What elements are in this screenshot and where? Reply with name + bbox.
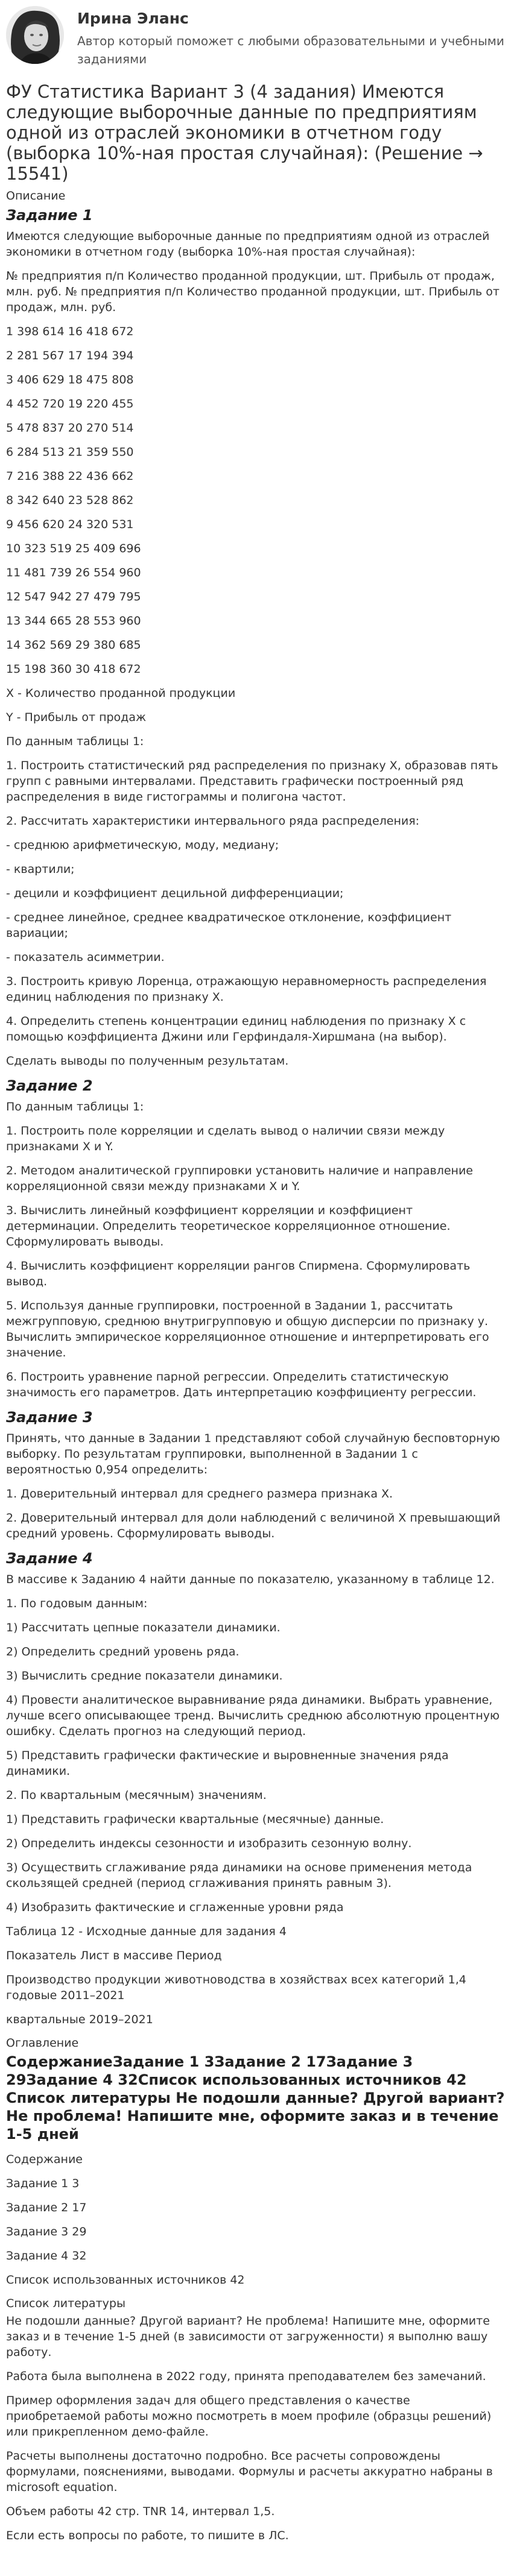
task-2-item-3: 3. Вычислить линейный коэффициент корреляции и коэффициент детерминации. Определить теоретическое корреляционное отношение. Сформулировать выводы.	[6, 1204, 451, 1249]
task-1-item-2: 2. Рассчитать характеристики интервального ряда распределения:	[6, 814, 420, 828]
task-2-heading: Задание 2	[6, 1077, 93, 1094]
data-row: 12 547 942 27 479 795	[6, 590, 141, 603]
author-name[interactable]: Ирина Эланс	[77, 10, 189, 27]
task-1-item-2d: - среднее линейное, среднее квадратическое отклонение, коэффициент вариации;	[6, 911, 452, 940]
task-3-item-2: 2. Доверительный интервал для доли наблюдений с величиной X превышающий средний уровень. Сформулировать выводы.	[6, 1511, 501, 1540]
author-card[interactable]	[0, 0, 511, 75]
table-12-row-2: квартальные 2019–2021	[6, 2013, 153, 2026]
task-2-item-1: 1. Построить поле корреляции и сделать вывод о наличии связи между признаками X и Y.	[6, 1124, 445, 1153]
task-1-heading: Задание 1	[6, 207, 93, 224]
data-row: 13 344 665 28 553 960	[6, 614, 141, 628]
task-1-conclusion: Сделать выводы по полученным результатам.	[6, 1054, 289, 1068]
contents-item: Задание 4 32	[6, 2249, 87, 2263]
data-row: 1 398 614 16 418 672	[6, 325, 134, 338]
contents-item: Задание 2 17	[6, 2201, 87, 2214]
task-1-item-1: 1. Построить статистический ряд распределения по признаку X, образовав пять групп с равными интервалами. Представить графически построенный ряд распределения в виде гистограммы и полигона частот.	[6, 759, 498, 804]
questions-note: Если есть вопросы по работе, то пишите в ЛС.	[6, 2529, 289, 2542]
task-3-item-1: 1. Доверительный интервал для среднего размера признака X.	[6, 1487, 393, 1501]
work-main	[0, 81, 511, 2576]
data-table-rows	[6, 324, 505, 677]
table-12-header: Показатель Лист в массиве Период	[6, 1949, 222, 1962]
task-1-item-2b: - квартили;	[6, 863, 75, 876]
task-3-intro: Принять, что данные в Задании 1 представляют собой случайную бесповторную выборку. По результатам группировки, выполненной в Задании 1 с вероятностью 0,954 определить:	[6, 1432, 500, 1476]
task-4-item-2a: 1) Представить графически квартальные (месячные) данные.	[6, 1813, 384, 1826]
work-title: ФУ Статистика Вариант 3 (4 задания) Имеются следующие выборочные данные по предприятиям одной из отраслей экономики в отчетном году (выборка 10%-ная простая случайная): (Решение → 15541)	[6, 81, 483, 184]
task-4-heading: Задание 4	[6, 1550, 93, 1567]
task-1-by-table: По данным таблицы 1:	[6, 735, 144, 748]
task-1-item-2c: - децили и коэффициент децильной дифференциации;	[6, 887, 344, 900]
task-2-item-2: 2. Методом аналитической группировки установить наличие и направление корреляционной связи между признаками X и Y.	[6, 1164, 473, 1193]
task-4-item-1: 1. По годовым данным:	[6, 1597, 148, 1610]
task-4-item-2: 2. По квартальным (месячным) значениям.	[6, 1789, 267, 1802]
data-row: 8 342 640 23 528 862	[6, 494, 134, 507]
data-row: 15 198 360 30 418 672	[6, 663, 141, 676]
task-2-item-5: 5. Используя данные группировки, построенной в Задании 1, рассчитать межгрупповую, среднюю внутригрупповую и общую дисперсии по признаку у. Вычислить эмпирическое корреляционное отношение и интерпретировать его значение.	[6, 1299, 489, 1359]
volume-note: Объем работы 42 стр. TNR 14, интервал 1,5.	[6, 2505, 275, 2518]
toc-summary: СодержаниеЗадание 1 3Задание 2 17Задание 3 29Задание 4 32Список использованных источников 42 Список литературы Не подошли данные? Другой вариант? Не проблема! Напишите мне, оформите заказ и в течение 1-5 дней	[6, 2053, 505, 2143]
task-4-item-2c: 3) Осуществить сглаживание ряда динамики на основе применения метода скользящей средней (период сглаживания принять равным 3).	[6, 1861, 472, 1890]
task-4-intro: В массиве к Заданию 4 найти данные по показателю, указанному в таблице 12.	[6, 1573, 495, 1586]
task-4-item-2d: 4) Изобразить фактические и сглаженные уровни ряда	[6, 1901, 344, 1914]
literature-text: Не подошли данные? Другой вариант? Не проблема! Напишите мне, оформите заказ и в течение 1-5 дней (в зависимости от загруженности) я выполню вашу работу.	[6, 2314, 490, 2359]
avatar[interactable]	[6, 6, 64, 64]
task-4-item-1a: 1) Рассчитать цепные показатели динамики.	[6, 1621, 281, 1634]
task-2-item-6: 6. Построить уравнение парной регрессии. Определить статистическую значимость его параметров. Дать интерпретацию коэффициенту регрессии.	[6, 1370, 477, 1399]
task-4-item-1c: 3) Вычислить средние показатели динамики.	[6, 1669, 283, 1683]
data-row: 9 456 620 24 320 531	[6, 518, 134, 531]
task-1-intro: Имеются следующие выборочные данные по предприятиям одной из отраслей экономики в отчетном году (выборка 10%-ная простая случайная):	[6, 230, 490, 259]
task-2-item-4: 4. Вычислить коэффициент корреляции рангов Спирмена. Сформулировать вывод.	[6, 1259, 471, 1288]
example-note: Пример оформления задач для общего представления о качестве приобретаемой работы можно посмотреть в моем профиле (образцы решений) или прикрепленном демо-файле.	[6, 2394, 492, 2439]
data-row: 3 406 629 18 475 808	[6, 373, 134, 386]
table-12-caption: Таблица 12 - Исходные данные для задания 4	[6, 1925, 287, 1938]
data-row: 2 281 567 17 194 394	[6, 349, 134, 362]
data-row: 5 478 837 20 270 514	[6, 421, 134, 435]
task-4-item-1e: 5) Представить графически фактические и выровненные значения ряда динамики.	[6, 1749, 449, 1778]
contents-label: Содержание	[6, 2153, 83, 2166]
data-row: 11 481 739 26 554 960	[6, 566, 141, 579]
legend-x: X - Количество проданной продукции	[6, 687, 236, 700]
avatar-image	[6, 6, 64, 64]
literature-label: Список литературы	[6, 2297, 125, 2310]
completion-note: Работа была выполнена в 2022 году, принята преподавателем без замечаний.	[6, 2370, 486, 2383]
task-1-item-3: 3. Построить кривую Лоренца, отражающую неравномерность распределения единиц наблюдения по признаку X.	[6, 975, 487, 1004]
data-table-header: № предприятия п/п Количество проданной продукции, шт. Прибыль от продаж, млн. руб. № предприятия п/п Количество проданной продукции, шт. Прибыль от продаж, млн. руб.	[6, 269, 500, 314]
task-1-item-2a: - среднюю арифметическую, моду, медиану;	[6, 839, 279, 852]
calculation-note: Расчеты выполнены достаточно подробно. Все расчеты сопровождены формулами, пояснениями, выводами. Формулы и расчеты аккуратно набраны в microsoft equation.	[6, 2449, 493, 2494]
task-4-item-1b: 2) Определить средний уровень ряда.	[6, 1645, 240, 1658]
author-description: Автор который поможет с любыми образовательными и учебными заданиями	[77, 34, 504, 66]
description-label: Описание	[6, 189, 66, 203]
task-4-item-2b: 2) Определить индексы сезонности и изобразить сезонную волну.	[6, 1837, 412, 1850]
legend-y: Y - Прибыль от продаж	[6, 711, 147, 724]
contents-item: Задание 1 3	[6, 2177, 80, 2190]
task-1-item-4: 4. Определить степень концентрации единиц наблюдения по признаку X с помощью коэффициента Джини или Герфиндаля-Хиршмана (на выбор).	[6, 1015, 466, 1044]
task-3-heading: Задание 3	[6, 1409, 93, 1426]
contents-item: Список использованных источников 42	[6, 2273, 245, 2287]
contents-item: Задание 3 29	[6, 2225, 87, 2238]
data-row: 7 216 388 22 436 662	[6, 470, 134, 483]
task-1-item-2e: - показатель асимметрии.	[6, 951, 165, 964]
data-row: 14 362 569 29 380 685	[6, 638, 141, 652]
table-12-row-1: Производство продукции животноводства в хозяйствах всех категорий 1,4 годовые 2011–2021	[6, 1973, 466, 2002]
task-2-by-table: По данным таблицы 1:	[6, 1100, 144, 1113]
data-row: 10 323 519 25 409 696	[6, 542, 141, 555]
data-row: 6 284 513 21 359 550	[6, 446, 134, 459]
data-row: 4 452 720 19 220 455	[6, 397, 134, 411]
toc-label: Оглавление	[6, 2036, 79, 2050]
work-description	[6, 207, 505, 2543]
task-4-item-1d: 4) Провести аналитическое выравнивание ряда динамики. Выбрать уравнение, лучше всего описывающее тренд. Вычислить среднюю абсолютную процентную ошибку. Сделать прогноз на следующий период.	[6, 1693, 500, 1738]
